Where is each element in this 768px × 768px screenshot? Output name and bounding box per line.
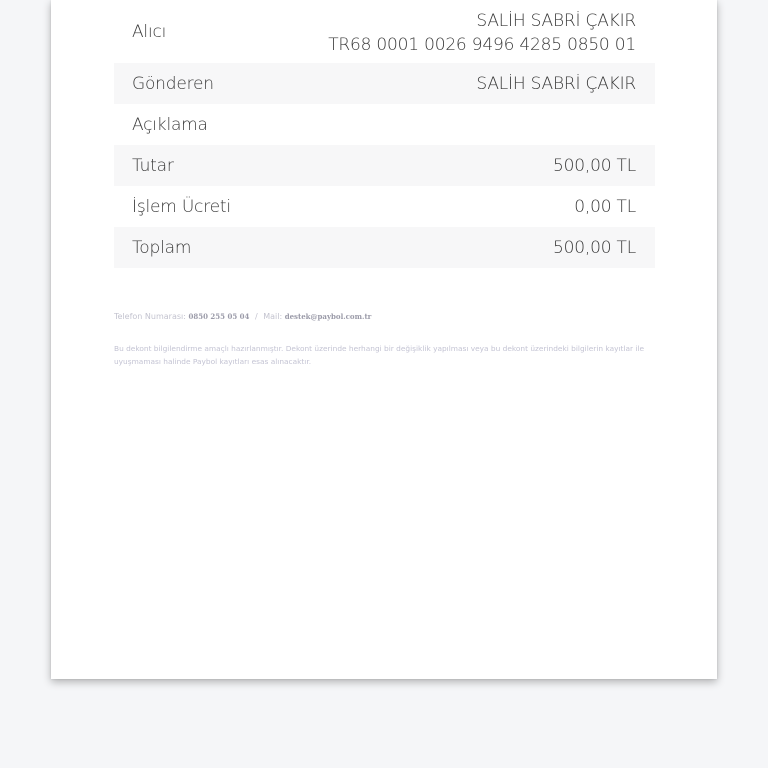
amount-value: 500,00 TL bbox=[553, 155, 636, 176]
recipient-value bbox=[328, 7, 636, 57]
fee-label: İşlem Ücreti bbox=[132, 196, 231, 217]
description-label: Açıklama bbox=[132, 114, 208, 135]
mail-label: Mail: bbox=[263, 312, 283, 321]
sender-value: SALİH SABRİ ÇAKIR bbox=[476, 73, 636, 94]
total-row bbox=[114, 227, 655, 268]
mail-value: destek@paybol.com.tr bbox=[284, 312, 372, 321]
total-value: 500,00 TL bbox=[553, 237, 636, 258]
description-row bbox=[114, 104, 655, 145]
recipient-row bbox=[114, 0, 655, 63]
receipt-table bbox=[114, 0, 655, 268]
disclaimer-text: Bu dekont bilgilendirme amaçlı hazırlanmıştır. Dekont üzerinde herhangi bir değişiklik yapılması veya bu dekont üzerindeki bilgilerin kayıtlar ile uyuşmaması halinde Paybol kayıtları esas alınacaktır. bbox=[114, 344, 645, 366]
fee-row bbox=[114, 186, 655, 227]
phone-label: Telefon Numarası: bbox=[114, 312, 186, 321]
contact-separator: / bbox=[254, 312, 258, 321]
recipient-name: SALİH SABRİ ÇAKIR bbox=[476, 10, 636, 31]
total-label: Toplam bbox=[132, 237, 192, 258]
amount-label: Tutar bbox=[132, 155, 174, 176]
recipient-label: Alıcı bbox=[132, 21, 167, 42]
amount-row bbox=[114, 145, 655, 186]
fee-value: 0,00 TL bbox=[574, 196, 636, 217]
receipt-page bbox=[51, 0, 717, 679]
recipient-iban: TR68 0001 0026 9496 4285 0850 01 bbox=[328, 34, 636, 55]
footer-contact bbox=[114, 312, 371, 321]
phone-value: 0850 255 05 04 bbox=[188, 312, 250, 321]
sender-row bbox=[114, 63, 655, 104]
sender-label: Gönderen bbox=[132, 73, 214, 94]
